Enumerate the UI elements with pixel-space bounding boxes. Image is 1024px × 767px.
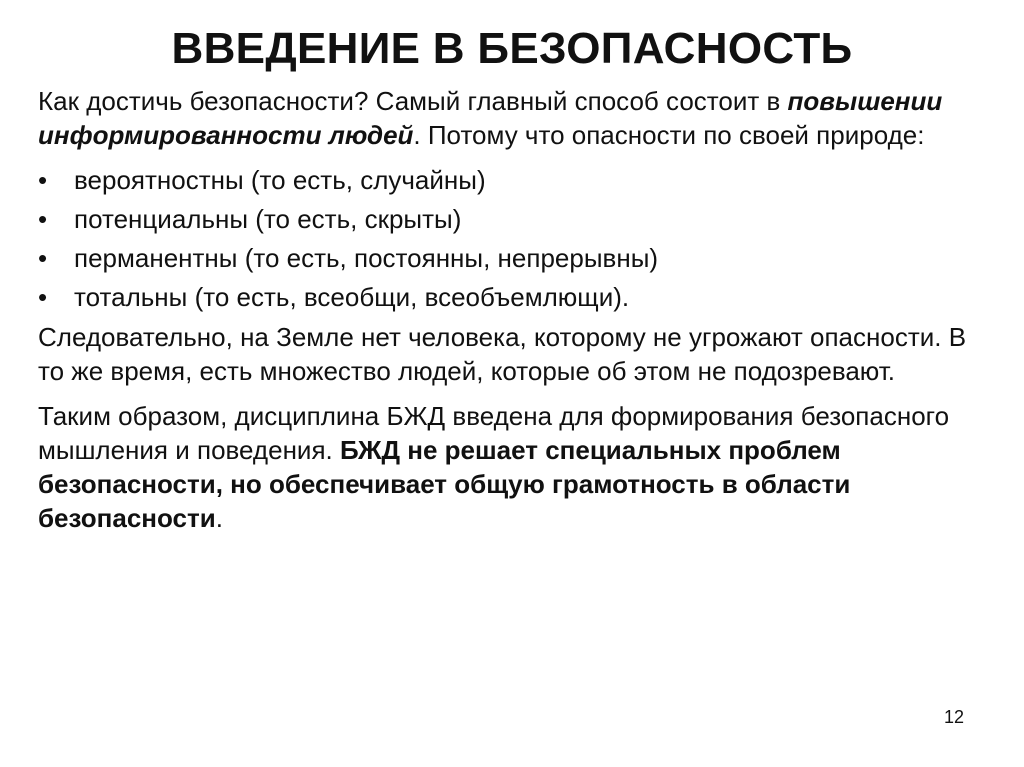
final-text: Таким образом, дисциплина БЖД введена для формирования безопасного мышления и поведения. — [38, 401, 950, 465]
final-emphasis: БЖД не решает специальных проблем безопасности, но обеспечивает общую грамотность в области безопасности — [38, 435, 851, 533]
intro-text-end: . Потому что опасности по своей природе: — [413, 120, 925, 150]
list-item — [38, 241, 998, 275]
list-item-text: перманентны (то есть, постоянны, непрерывны) — [74, 243, 659, 273]
final-paragraph — [38, 399, 998, 535]
list-item — [38, 202, 998, 236]
bullet-icon: • — [38, 204, 48, 234]
slide-body — [38, 84, 998, 546]
intro-paragraph — [38, 84, 998, 152]
list-item-text: тотальны (то есть, всеобщи, всеобъемлющи). — [74, 282, 630, 312]
list-item — [38, 163, 998, 197]
list-item-text: потенциальны (то есть, скрыты) — [74, 204, 462, 234]
bullet-icon: • — [38, 282, 48, 312]
bullet-icon: • — [38, 243, 48, 273]
intro-text: Как достичь безопасности? Самый главный способ состоит в — [38, 86, 788, 116]
list-item — [38, 280, 998, 314]
bullet-icon: • — [38, 165, 48, 195]
intro-emphasis: повышении информированности людей — [38, 86, 943, 150]
page-number: 12 — [943, 707, 964, 727]
bullet-list — [38, 163, 998, 314]
list-item-text: вероятностны (то есть, случайны) — [74, 165, 486, 195]
final-text-end: . — [215, 503, 223, 533]
conclusion-paragraph: Следовательно, на Земле нет человека, которому не угрожают опасности. В то же время, есть множество людей, которые об этом не подозревают. — [38, 322, 967, 386]
slide-title: ВВЕДЕНИЕ В БЕЗОПАСНОСТЬ — [171, 24, 853, 73]
